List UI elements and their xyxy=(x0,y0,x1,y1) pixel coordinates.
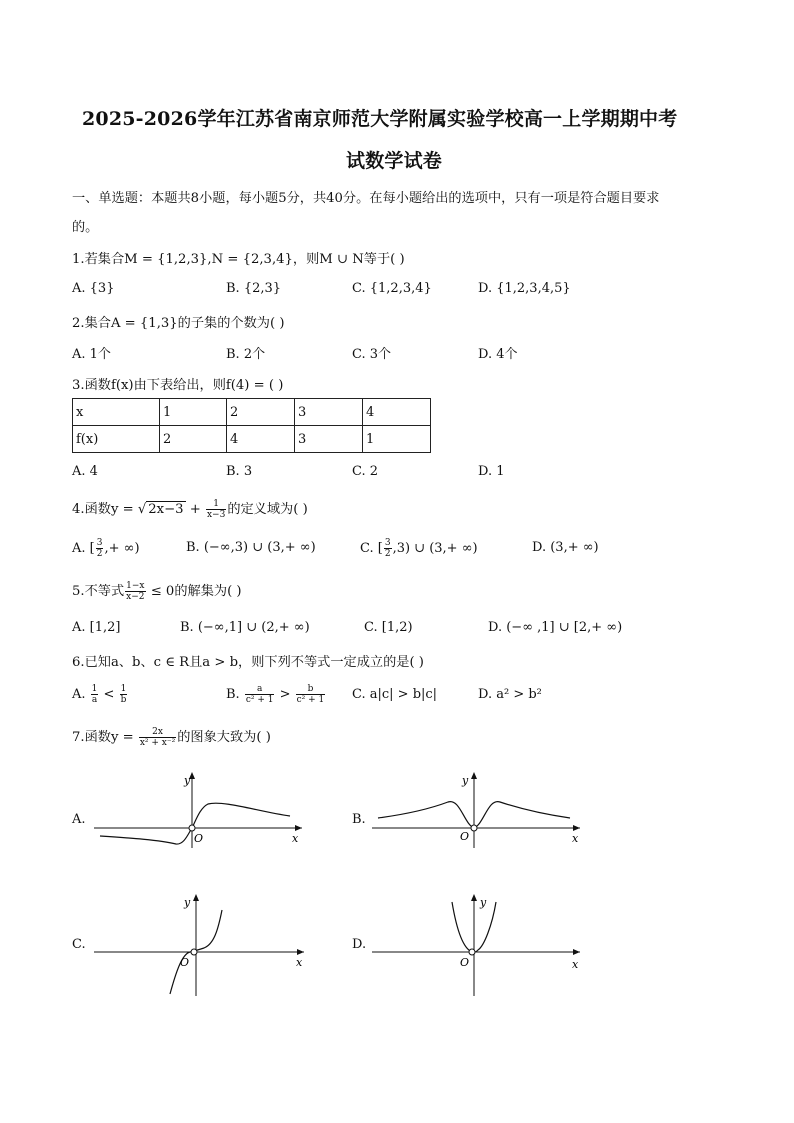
table-cell: 2 xyxy=(160,426,227,453)
table-cell: f(x) xyxy=(73,426,160,453)
q4-option-a: A. [ $\frac{3}{2}$ ,+ ∞) xyxy=(72,538,140,559)
y-label: y xyxy=(462,774,469,787)
origin-circle xyxy=(471,825,477,831)
origin-label: O xyxy=(194,832,204,845)
q6-option-b: B. $\frac{a}{\text{c² + 1}}$ > $\frac{b}{\text{c² + 1}}$ xyxy=(226,684,325,705)
y-label: y xyxy=(184,896,191,909)
table-cell: 3 xyxy=(295,426,363,453)
x-arrow xyxy=(573,949,580,955)
q7-fraction: $\frac{2x}{\text{x² + x⁻²}}$ xyxy=(139,727,176,748)
q1-stem: 1.若集合M = {1,2,3},N = {2,3,4}，则M ∪ N等于( ) xyxy=(72,252,405,267)
q4-plus: + xyxy=(185,502,205,517)
table-cell: 4 xyxy=(363,399,431,426)
q1-option-b: B. {2,3} xyxy=(226,281,282,296)
table-cell: x xyxy=(73,399,160,426)
table-row xyxy=(73,399,431,426)
q3-function-table xyxy=(72,398,431,453)
q3-option-a: A. 4 xyxy=(72,464,98,479)
q3-stem: 3.函数f(x)由下表给出，则f(4) = ( ) xyxy=(72,378,284,393)
q4-option-c: C. [ $\frac{3}{2}$ ,3) ∪ (3,+ ∞) xyxy=(360,538,478,559)
origin-circle xyxy=(191,949,197,955)
section-heading-line2: 的。 xyxy=(72,220,99,235)
q3-option-c: C. 2 xyxy=(352,464,379,479)
q7-stem: 7.函数y = $\frac{2x}{\text{x² + x⁻²}}$ 的图象大致为( ) xyxy=(72,727,271,748)
section-heading-line1: 一、单选题：本题共8小题，每小题5分，共40分。在每小题给出的选项中，只有一项是符合题目要求 xyxy=(72,191,660,206)
q6-option-c: C. a|c| > b|c| xyxy=(352,687,438,702)
origin-circle xyxy=(189,825,195,831)
graph-c-label: C. xyxy=(72,937,86,952)
table-row xyxy=(73,426,431,453)
q5-option-a: A. [1,2] xyxy=(72,620,121,635)
y-arrow xyxy=(193,894,199,901)
origin-circle xyxy=(469,949,475,955)
table-cell: 1 xyxy=(363,426,431,453)
graph-d-figure xyxy=(368,890,588,1000)
q2-option-d: D. 4个 xyxy=(478,347,518,362)
graph-b-figure xyxy=(368,768,588,850)
y-label: y xyxy=(480,896,487,909)
q5-option-b: B. (−∞,1] ∪ (2,+ ∞) xyxy=(180,620,310,635)
origin-label: O xyxy=(460,830,470,843)
q1-option-a: A. {3} xyxy=(72,281,115,296)
y-label: y xyxy=(184,774,191,787)
q2-option-c: C. 3个 xyxy=(352,347,392,362)
q2-option-a: A. 1个 xyxy=(72,347,111,362)
q4-stem: 4.函数y = √ 2x−3 + $\frac{1}{x-3}$ 的定义域为( ) xyxy=(72,499,308,520)
y-arrow xyxy=(471,894,477,901)
q2-option-b: B. 2个 xyxy=(226,347,266,362)
x-arrow xyxy=(297,949,304,955)
origin-label: O xyxy=(460,956,470,969)
q5-stem: 5.不等式 $\frac{1-x}{x-2}$ ≤ 0的解集为( ) xyxy=(72,581,242,602)
q4-option-b: B. (−∞,3) ∪ (3,+ ∞) xyxy=(186,540,316,555)
table-cell: 3 xyxy=(295,399,363,426)
x-label: x xyxy=(572,958,579,971)
table-cell: 2 xyxy=(227,399,295,426)
table-cell: 4 xyxy=(227,426,295,453)
graph-a-label: A. xyxy=(72,812,86,827)
page-title-line1: 2025-2026学年江苏省南京师范大学附属实验学校高一上学期期中考 xyxy=(82,108,678,130)
graph-a-figure xyxy=(90,768,310,850)
q5-fraction: $\frac{1-x}{x-2}$ xyxy=(126,581,145,602)
q2-stem: 2.集合A = {1,3}的子集的个数为( ) xyxy=(72,316,285,331)
x-arrow xyxy=(573,825,580,831)
x-label: x xyxy=(296,956,303,969)
x-label: x xyxy=(572,832,579,845)
q4-radicand: 2x−3 xyxy=(148,502,184,517)
x-label: x xyxy=(292,832,299,845)
q1-option-c: C. {1,2,3,4} xyxy=(352,281,432,296)
q1-option-d: D. {1,2,3,4,5} xyxy=(478,281,571,296)
q4-suffix: 的定义域为( ) xyxy=(227,502,308,517)
x-arrow xyxy=(295,825,302,831)
q4-prefix: 4.函数y = xyxy=(72,502,138,517)
q3-option-d: D. 1 xyxy=(478,464,505,479)
q6-stem: 6.已知a、b、c ∈ R且a > b，则下列不等式一定成立的是( ) xyxy=(72,655,424,670)
origin-label: O xyxy=(180,956,190,969)
q5-option-c: C. [1,2) xyxy=(364,620,413,635)
q5-option-d: D. (−∞ ,1] ∪ [2,+ ∞) xyxy=(488,620,623,635)
graph-d-label: D. xyxy=(352,937,367,952)
page-title-line2: 试数学试卷 xyxy=(346,150,443,172)
q4-option-d: D. (3,+ ∞) xyxy=(532,540,599,555)
graph-c-figure xyxy=(90,890,310,1000)
y-arrow xyxy=(471,772,477,779)
q4-fraction: $\frac{1}{x-3}$ xyxy=(206,499,226,520)
graph-b-label: B. xyxy=(352,812,366,827)
q3-option-b: B. 3 xyxy=(226,464,253,479)
table-cell: 1 xyxy=(160,399,227,426)
q6-option-d: D. a² > b² xyxy=(478,687,542,702)
q6-option-a: A. $\frac{1}{a}$ < $\frac{1}{b}$ xyxy=(72,684,127,705)
